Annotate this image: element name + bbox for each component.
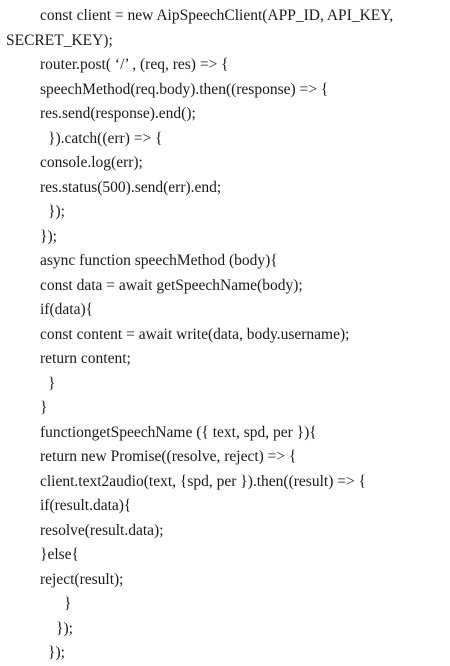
code-line-25: } [64,595,72,612]
code-line-5: res.send(response).end(); [40,105,196,122]
code-line-7: console.log(err); [40,154,143,171]
code-line-23: }else{ [40,546,79,563]
code-line-10: }); [40,228,57,245]
code-line-20: client.text2audio(text, {spd, per }).then((result) => { [40,473,367,490]
code-line-26: }); [56,620,73,637]
code-line-27: }); [48,644,65,661]
code-line-13: if(data){ [40,301,94,318]
code-line-16: } [48,375,56,392]
code-line-8: res.status(500).send(err).end; [40,179,222,196]
code-line-11: async function speechMethod (body){ [40,252,278,269]
code-line-21: if(result.data){ [40,497,132,514]
code-line-18: functiongetSpeechName ({ text, spd, per }){ [40,424,317,441]
code-line-4: speechMethod(req.body).then((response) => { [40,81,329,98]
code-line-2: SECRET_KEY); [6,32,113,49]
code-line-12: const data = await getSpeechName(body); [40,277,303,294]
code-line-19: return new Promise((resolve, reject) => { [40,448,297,465]
code-line-3: router.post( ‘/’ , (req, res) => { [40,56,229,73]
code-line-15: return content; [40,350,131,367]
code-line-14: const content = await write(data, body.username); [40,326,350,343]
code-line-9: }); [48,203,65,220]
code-line-22: resolve(result.data); [40,522,164,539]
code-line-1: const client = new AipSpeechClient(APP_ID, API_KEY, [40,7,394,24]
code-line-17: } [40,399,48,416]
code-line-24: reject(result); [40,571,124,588]
code-line-6: }).catch((err) => { [48,130,163,147]
